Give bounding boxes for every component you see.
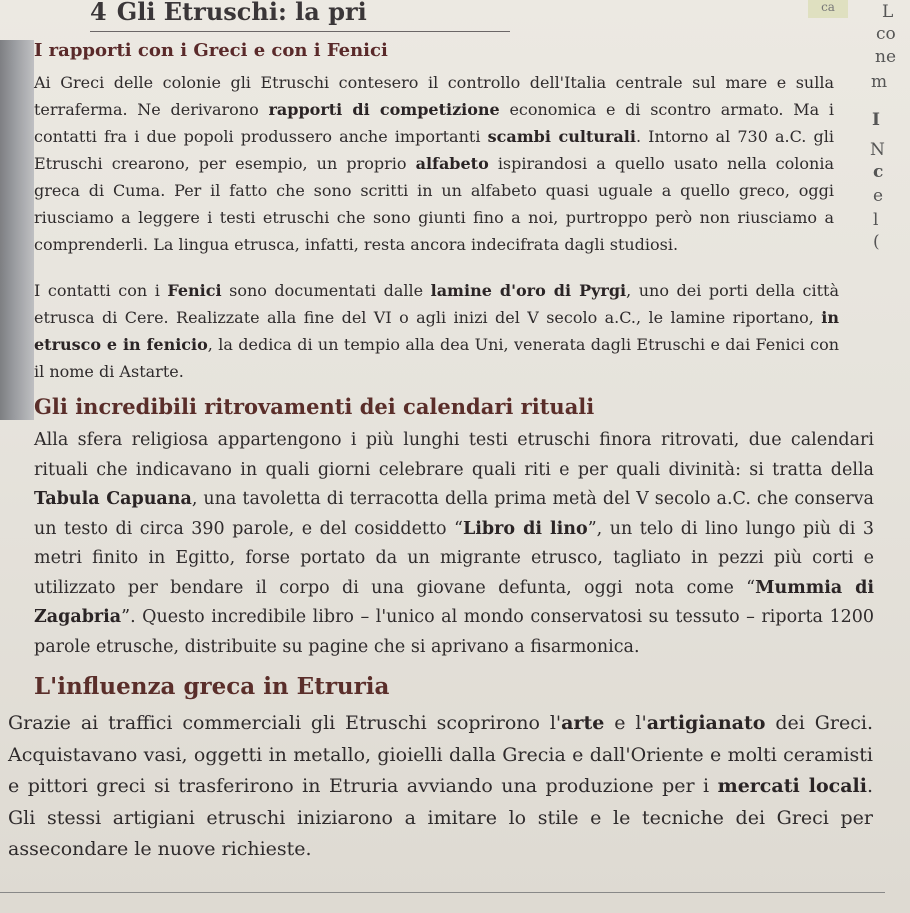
margin-fragment: N [870,140,885,160]
margin-fragment: co [876,24,896,44]
chapter-title [90,0,590,30]
paragraph-rapporti-2: I contatti con i Fenici sono documentati dalle lamine d'oro di Pyrgi, uno dei porti della città etrusca di Cere. Realizzate alla fine del VI o agli inizi del V secolo a.C., le lamine riportano, in etrusco e in fenicio, la dedica di un tempio alla dea Uni, venerata dagli Etruschi e dai Fenici con il nome di Astarte. [34,281,840,381]
section-heading-calendari: Gli incredibili ritrovamenti dei calendari rituali [34,394,595,419]
page-tab: ca [808,0,848,18]
margin-fragment: ne [875,47,897,67]
paragraph-rapporti-1: Ai Greci delle colonie gli Etruschi contesero il controllo dell'Italia centrale sul mare e sulla terraferma. Ne derivarono rapporti di competizione economica e di scontro armato. Ma i contatti fra i due popoli produssero anche importanti scambi culturali. Intorno al 730 a.C. gli Etruschi crearono, per esempio, un proprio alfabeto ispirandosi a quello usato nella colonia greca di Cuma. Per il fatto che sono scritti in un alfabeto quasi uguale a quello greco, oggi riusciamo a leggere i testi etruschi che sono giunti fino a noi, purtroppo però non riusciamo a comprenderli. La lingua etrusca, infatti, resta ancora indecifrata dagli studiosi. [34,73,835,254]
paragraph-calendari: Alla sfera religiosa appartengono i più lunghi testi etruschi finora ritrovati, due calendari rituali che indicavano in quali giorni celebrare quali riti e per quali divinità: si tratta della Tabula Capuana, una tavoletta di terracotta della prima metà del V secolo a.C. che conserva un testo di circa 390 parole, e del cosiddetto “Libro di lino”, un telo di lino lungo più di 3 metri finito in Egitto, forse portato da un migrante etrusco, tagliato in pezzi più corti e utilizzato per bendare il corpo di una giovane defunta, oggi nota come “Mummia di Zagabria”. Questo incredibile libro – l'unico al mondo conservatosi su tessuto – riporta 1200 parole etrusche, distribuite su pagine che si aprivano a fisarmonica. [34,430,874,657]
margin-fragment: I [872,110,880,130]
bottom-rule [0,892,885,893]
chapter-number: 4 [90,0,107,26]
margin-fragment: L [882,2,894,22]
section-heading-influenza: L'influenza greca in Etruria [34,673,390,700]
chapter-title-text: Gli Etruschi: la pri [116,0,367,26]
margin-fragment: c [873,162,884,182]
chapter-underline [90,31,510,32]
paragraph-influenza: Grazie ai traffici commerciali gli Etruschi scoprirono l'arte e l'artigianato dei Greci. Acquistavano vasi, oggetti in metallo, gioielli dalla Grecia e dall'Oriente e molti ceramisti e pittori greci si trasferirono in Etruria avviando una produzione per i mercati locali. Gli stessi artigiani etruschi iniziarono a imitare lo stile e le tecniche dei Greci per assecondare le nuove richieste. [8,712,874,860]
page-margin-shadow [0,40,34,420]
margin-fragment: m [871,72,888,92]
margin-fragment: e [873,186,884,206]
margin-fragment: l [873,210,879,230]
section-heading-rapporti: I rapporti con i Greci e con i Fenici [34,40,388,61]
margin-fragment: ( [873,232,880,252]
